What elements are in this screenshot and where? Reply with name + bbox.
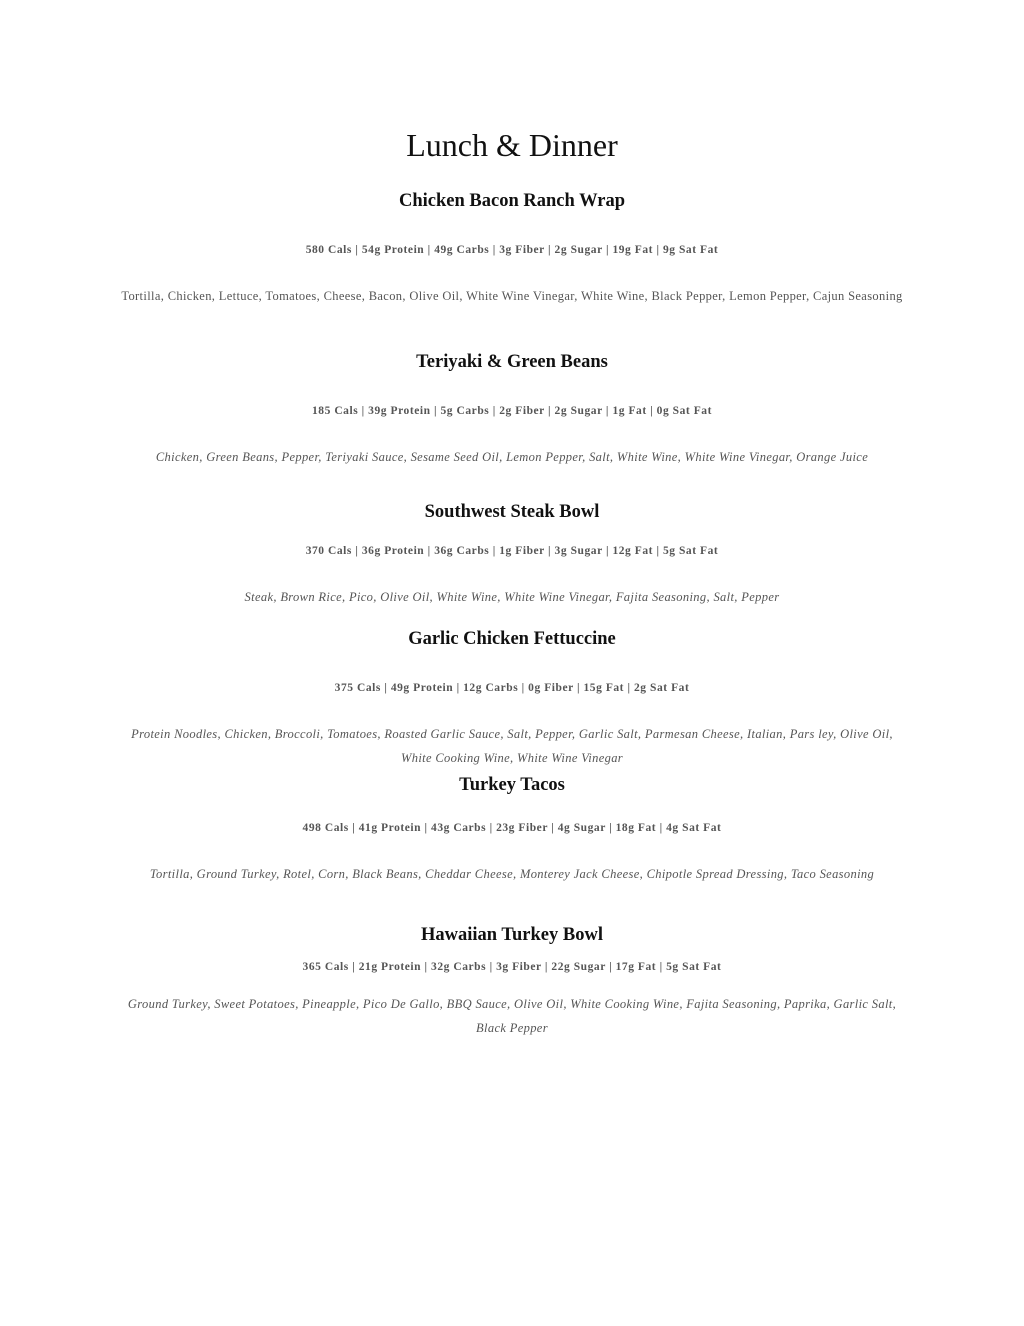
menu-item-hawaiian-turkey-bowl (0, 923, 1024, 947)
item-ingredients: Ground Turkey, Sweet Potatoes, Pineapple, Pico De Gallo, BBQ Sauce, Olive Oil, White Cooking Wine, Fajita Seasoning, Paprika, Garlic Salt, Black Pepper (127, 997, 897, 1035)
page-title: Lunch & Dinner (406, 127, 618, 163)
menu-item-teriyaki-green-beans (0, 350, 1024, 374)
item-ingredients: Tortilla, Chicken, Lettuce, Tomatoes, Cheese, Bacon, Olive Oil, White Wine Vinegar, White Wine, Black Pepper, Lemon Pepper, Cajun Seasoning (121, 289, 903, 303)
item-name: Teriyaki & Green Beans (416, 352, 608, 372)
item-name: Garlic Chicken Fettuccine (408, 629, 616, 649)
menu-item-garlic-chicken-fettuccine (0, 627, 1024, 651)
item-name: Chicken Bacon Ranch Wrap (399, 191, 625, 211)
item-ingredients: Protein Noodles, Chicken, Broccoli, Tomatoes, Roasted Garlic Sauce, Salt, Pepper, Garlic Salt, Parmesan Cheese, Italian, Pars ley, Olive Oil, White Cooking Wine, White Wine Vinegar (131, 727, 893, 765)
item-ingredients: Steak, Brown Rice, Pico, Olive Oil, White Wine, White Wine Vinegar, Fajita Seasoning, Salt, Pepper (244, 590, 780, 604)
item-ingredients: Chicken, Green Beans, Pepper, Teriyaki Sauce, Sesame Seed Oil, Lemon Pepper, Salt, White Wine, White Wine Vinegar, Orange Juice (155, 450, 869, 464)
item-nutrition: 185 Cals | 39g Protein | 5g Carbs | 2g Fiber | 2g Sugar | 1g Fat | 0g Sat Fat (312, 405, 712, 417)
item-name: Southwest Steak Bowl (424, 502, 600, 522)
item-nutrition: 580 Cals | 54g Protein | 49g Carbs | 3g Fiber | 2g Sugar | 19g Fat | 9g Sat Fat (305, 244, 719, 256)
item-nutrition: 365 Cals | 21g Protein | 32g Carbs | 3g Fiber | 22g Sugar | 17g Fat | 5g Sat Fat (302, 961, 722, 973)
item-ingredients: Tortilla, Ground Turkey, Rotel, Corn, Black Beans, Cheddar Cheese, Monterey Jack Cheese, Chipotle Spread Dressing, Taco Seasoning (149, 867, 875, 881)
menu-item-chicken-bacon-ranch-wrap (0, 189, 1024, 213)
menu-item-southwest-steak-bowl (0, 500, 1024, 524)
item-nutrition: 375 Cals | 49g Protein | 12g Carbs | 0g Fiber | 15g Fat | 2g Sat Fat (334, 682, 690, 694)
item-nutrition: 498 Cals | 41g Protein | 43g Carbs | 23g Fiber | 4g Sugar | 18g Fat | 4g Sat Fat (302, 822, 722, 834)
item-name: Turkey Tacos (459, 775, 565, 795)
item-nutrition: 370 Cals | 36g Protein | 36g Carbs | 1g Fiber | 3g Sugar | 12g Fat | 5g Sat Fat (305, 545, 719, 557)
menu-item-turkey-tacos (0, 773, 1024, 797)
item-name: Hawaiian Turkey Bowl (421, 925, 603, 945)
